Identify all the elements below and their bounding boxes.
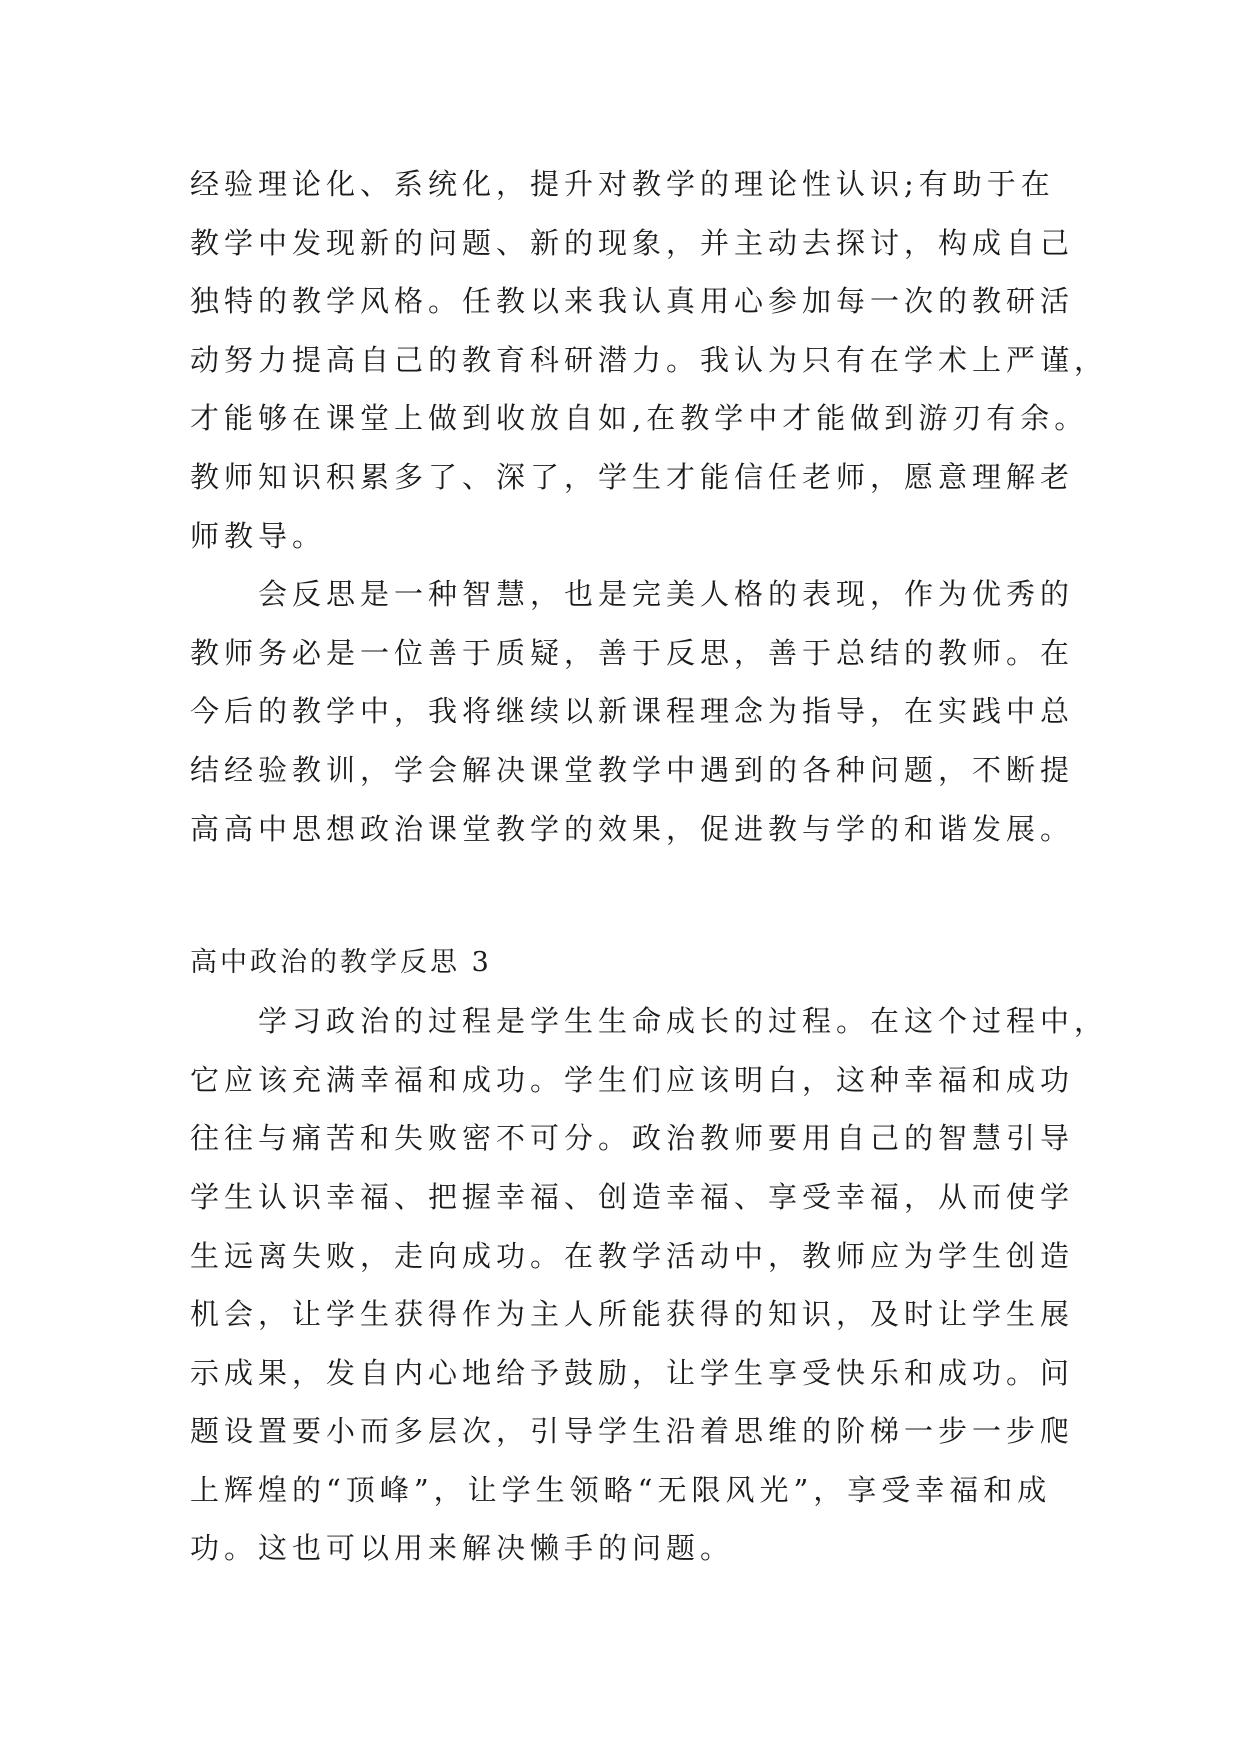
text-line: 机会，让学生获得作为主人所能获得的知识，及时让学生展: [190, 1297, 1075, 1332]
text-line: 才能够在课堂上做到收放自如,在教学中才能做到游刃有余。: [190, 401, 1089, 436]
text-line: 今后的教学中，我将继续以新课程理念为指导，在实践中总: [190, 694, 1075, 729]
paragraph-reflection-summary: [190, 565, 1075, 858]
text-line: 生远离失败，走向成功。在教学活动中，教师应为学生创造: [190, 1238, 1075, 1273]
paragraph-continued: [190, 155, 1109, 565]
text-line: 师教导。: [190, 518, 327, 553]
text-line: 它应该充满幸福和成功。学生们应该明白，这种幸福和成功: [190, 1062, 1075, 1097]
section-spacer: [190, 858, 1060, 934]
text-line: 题设置要小而多层次，引导学生沿着思维的阶梯一步一步爬: [190, 1414, 1075, 1449]
document-page: [190, 155, 1109, 1578]
text-line: 动努力提高自己的教育科研潜力。我认为只有在学术上严谨，: [190, 342, 1109, 377]
text-line: 功。这也可以用来解决懒手的问题。: [190, 1531, 735, 1566]
text-line: 高高中思想政治课堂教学的效果，促进教与学的和谐发展。: [190, 811, 1075, 846]
text-line: 教学中发现新的问题、新的现象，并主动去探讨，构成自己: [190, 225, 1075, 260]
text-line: 结经验教训，学会解决课堂教学中遇到的各种问题，不断提: [190, 752, 1075, 787]
text-line: 独特的教学风格。任教以来我认真用心参加每一次的教研活: [190, 284, 1075, 319]
paragraph-section-3: [190, 992, 1109, 1578]
section-heading: 高中政治的教学反思 3: [190, 947, 492, 979]
text-line: 经验理论化、系统化，提升对教学的理论性认识;有助于在: [190, 167, 1055, 201]
text-line: 教师务必是一位善于质疑，善于反思，善于总结的教师。在: [190, 635, 1075, 670]
text-line: 会反思是一种智慧，也是完美人格的表现，作为优秀的: [258, 577, 1075, 612]
text-line: 教师知识积累多了、深了，学生才能信任老师，愿意理解老: [190, 459, 1075, 494]
text-line: 往往与痛苦和失败密不可分。政治教师要用自己的智慧引导: [190, 1121, 1075, 1156]
text-line: 示成果，发自内心地给予鼓励，让学生享受快乐和成功。问: [190, 1355, 1075, 1390]
text-line: 学生认识幸福、把握幸福、创造幸福、享受幸福，从而使学: [190, 1179, 1075, 1214]
text-line: 上辉煌的“顶峰”，让学生领略“无限风光”，享受幸福和成: [190, 1472, 1052, 1507]
text-line: 学习政治的过程是学生生命成长的过程。在这个过程中，: [258, 1004, 1109, 1039]
